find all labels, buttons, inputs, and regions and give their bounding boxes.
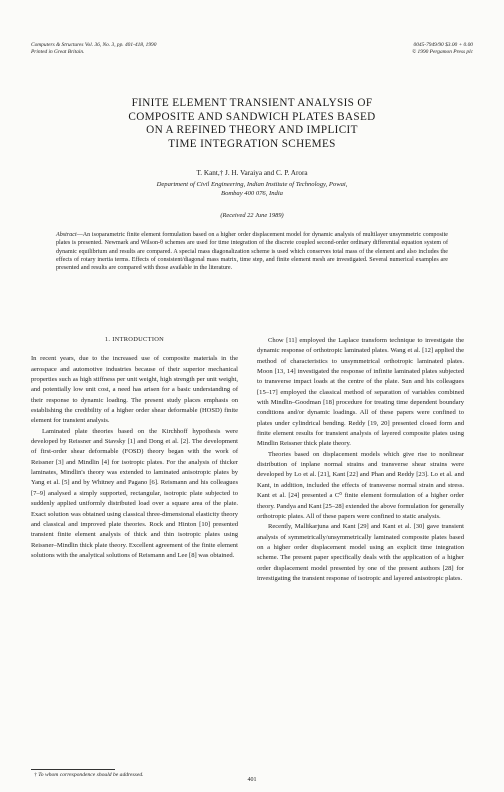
intro-paragraph-5: Recently, Mallikarjuna and Kant [29] and Kant et al. [30] gave transient analysis of symmetrically/unsymmetrically laminated composite plates based on a higher order displacement model using an explicit time integration scheme. The present paper specifically deals with the application of a higher order displacement model presented by one of the present authors [28] for investigating the transient response of isotropic and layered anisotropic plates. xyxy=(257,523,464,582)
paper-title xyxy=(0,97,504,151)
page-number: 401 xyxy=(247,777,257,783)
title-line-3: ON A REFINED THEORY AND IMPLICIT xyxy=(146,124,358,136)
affiliation-line-2: Bombay 400 076, India xyxy=(221,189,283,197)
author-list: T. Kant,† J. H. Varaiya and C. P. Arora xyxy=(196,169,308,177)
section-heading: 1. INTRODUCTION xyxy=(104,336,165,343)
journal-line-1: Computers & Structures Vol. 36, No. 3, pp. 401-418, 1990 xyxy=(31,42,157,48)
right-column xyxy=(257,336,464,584)
price-line-1: 0045-7949/90 $3.00 + 0.00 xyxy=(413,42,473,48)
intro-paragraph-4: Theories based on displacement models which give rise to nonlinear distribution of inplane normal strains and transverse shear strains were developed by Lo et al. [21], Kant [22] and Phan and Reddy [23]. Lo et al. and Kant, in addition, included the effects of transverse normal strain and stress. Kant et al. [24] presented a C⁰ finite element formulation of a higher order theory. Pandya and Kant [25–28] extended the above formulation for generally orthotropic plates. All of these papers were confined to static analysis. xyxy=(257,450,464,520)
title-line-1: FINITE ELEMENT TRANSIENT ANALYSIS OF xyxy=(131,97,373,109)
price-line-2: © 1990 Pergamon Press plc xyxy=(412,49,473,55)
affiliation-line-1: Department of Civil Engineering, Indian Institute of Technology, Powai, xyxy=(156,181,348,188)
intro-paragraph-2: Laminated plate theories based on the Kirchhoff hypothesis were developed by Reissner and Stavsky [1] and Dong et al. [2]. The development of first-order shear deformable (FOSD) theory began with the work of Reissner [3] and Mindlin [4] for isotropic plates. For the analysis of thicker laminates, Mindlin's theory was extended to laminated anisotropic plates by Yang et al. [5] and by Whitney and Pagano [6]. Reismann and his colleagues [7–9] analysed a simply supported, rectangular, isotropic plate subjected to suddenly applied uniformly distributed load over a square area of the plate. Exact solution was obtained using classical three-dimensional elasticity theory and classical and improved plate theories. Rock and Hinton [10] presented transient finite element analysis of thick and thin isotropic plates using Reissner–Mindlin thick plate theory. Excellent agreement of the finite element solutions with the analytical solutions of Reismann and Lee [8] was obtained. xyxy=(31,427,238,559)
title-line-4: TIME INTEGRATION SCHEMES xyxy=(168,137,336,150)
journal-citation xyxy=(31,42,156,56)
footnote: † To whom correspondence should be addressed. xyxy=(34,772,144,778)
title-line-2: COMPOSITE AND SANDWICH PLATES BASED xyxy=(128,110,376,123)
left-column xyxy=(31,335,238,561)
footnote-divider xyxy=(31,769,115,770)
journal-line-2: Printed in Great Britain. xyxy=(31,49,85,55)
abstract xyxy=(56,231,448,272)
copyright-block xyxy=(412,42,473,56)
abstract-text: —An isoparametric finite element formulation based on a higher order displacement model for dynamic analysis of multilayer unsymmetric composite plates is presented. Newmark and Wilson-θ schemes are used for time integration of the discrete coupled second-order ordinary differential equation system of dynamic equilibrium and results are compared. A special mass diagonalization scheme is used which conserves total mass of the element and also includes the effects of rotary inertia terms. Effects of consistent/diagonal mass matrix, time step, and finite element mesh are investigated. Several numerical examples are presented and results are compared with those available in the literature. xyxy=(56,232,448,272)
intro-paragraph-1: In recent years, due to the increased use of composite materials in the aerospace and automotive industries because of their superior mechanical properties such as high stiffness per unit weight, high strength per unit weight, and potentially low unit cost, a need has arisen for a basic understanding of their response to dynamic loading. The present study places emphasis on establishing the credibility of a higher order shear deformable (HOSD) finite element for transient analysis. xyxy=(31,355,238,425)
affiliation xyxy=(0,181,504,198)
received-date: (Received 22 June 1989) xyxy=(220,212,284,219)
abstract-label: Abstract xyxy=(56,232,77,238)
intro-paragraph-3: Chow [11] employed the Laplace transform technique to investigate the dynamic response of orthotropic laminated plates. Wang et al. [12] applied the method of characteristics to unsymmetrical orthotropic laminated plates. Moon [13, 14] investigated the response of infinite laminated plates subjected to transverse impact loads at the centre of the plate. Sun and his colleagues [15–17] employed the classical method of separation of variables combined with Mindlin–Goodman [18] procedure for treating time dependent boundary conditions and/or dynamic loadings. All of these papers were confined to plates under cylindrical bending. Reddy [19, 20] presented closed form and finite element results for transient analysis of layered composite plates using Mindlin Reissner thick plate theory. xyxy=(257,337,464,448)
